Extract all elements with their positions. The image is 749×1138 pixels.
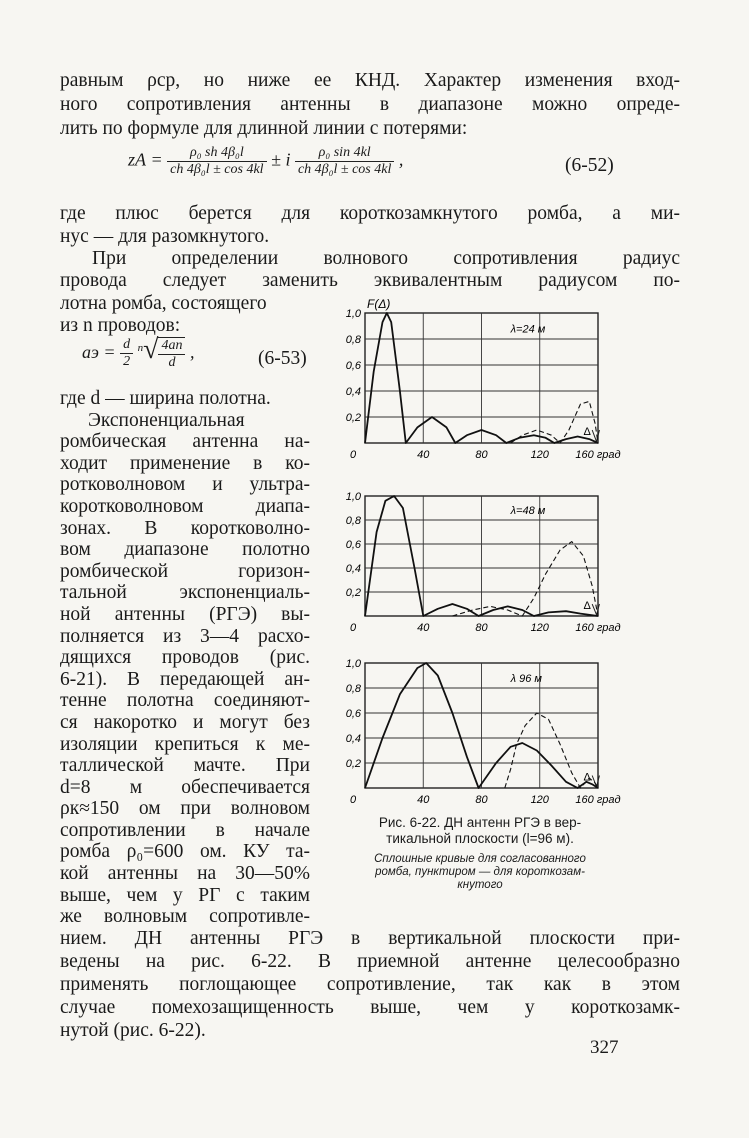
column-line: зонах. В коротковолно-	[60, 517, 310, 539]
caption-line: Рис. 6-22. ДН антенн РГЭ в вер-	[378, 815, 582, 830]
column-line: коротковолновом диапа-	[60, 495, 310, 517]
formula-lhs: aэ =	[82, 342, 116, 362]
body-text-line: нутой (рис. 6-22).	[60, 1020, 206, 1041]
body-text-line: провода следует заменить эквивалентным радиусом по-	[60, 270, 680, 291]
x-tick-label: 120	[530, 622, 549, 634]
column-line: дящихся проводов (рис.	[60, 647, 310, 669]
y-tick-label: 0,4	[345, 733, 361, 745]
chart-panel-2	[330, 478, 630, 638]
formula-lhs: zА =	[128, 149, 163, 170]
column-line: ромба ρ₀=600 ом. КУ та-	[60, 841, 310, 863]
column-line: таллической мачте. При	[60, 755, 310, 777]
column-line: полняется из 3—4 расхо-	[60, 625, 310, 647]
y-tick-label: 0,4	[345, 563, 361, 575]
column-line: выше, чем у РГ с таким	[60, 884, 310, 906]
wavelength-label: λ=24 м	[510, 323, 546, 336]
x-tick-label: 40	[417, 449, 430, 461]
x-tick-label: 160 град	[575, 449, 621, 461]
formula-6-52	[128, 145, 568, 178]
formula-denominator: ch 4β₀l ± cos 4kl	[297, 162, 392, 177]
figure-caption	[335, 815, 625, 847]
column-line: же волновым сопротивле-	[60, 906, 310, 928]
y-axis-label: F(Δ)	[367, 297, 391, 311]
column-line: d=8 м обеспечивается	[60, 776, 310, 798]
root-index: n	[137, 342, 144, 354]
y-tick-label: 0,2	[345, 758, 361, 770]
column-line: ся накоротко и могут без	[60, 711, 310, 733]
x-tick-label: 40	[417, 622, 430, 634]
y-tick-label: 0,8	[345, 683, 361, 695]
caption-note-line: Сплошные кривые для согласованного	[374, 853, 586, 865]
y-tick-label: 0,6	[345, 708, 361, 720]
body-text-line: лотна ромба, состоящего	[60, 293, 267, 314]
y-tick-label: 1,0	[345, 308, 361, 320]
x-tick-label: 120	[530, 449, 549, 461]
formula-numerator: d	[120, 337, 133, 354]
column-line: где d — ширина полотна.	[60, 388, 271, 409]
delta-label: Δ	[583, 426, 591, 439]
x-tick-label: 120	[530, 794, 549, 806]
x-tick-label: 80	[475, 449, 488, 461]
column-line: изоляции крепиться к ме-	[60, 733, 310, 755]
formula-denominator: 2	[123, 354, 131, 370]
y-tick-label: 0,2	[345, 587, 361, 599]
formula-fraction	[120, 337, 133, 370]
body-text-line: ного сопротивления антенны в диапазоне можно опреде-	[60, 94, 680, 115]
chart-panel-1	[330, 295, 630, 465]
body-text-line: из n проводов:	[60, 315, 181, 336]
column-line: ромбическая антенна на-	[60, 431, 310, 453]
column-line: кой антенны на 30—50%	[60, 863, 310, 885]
x-tick-label: 160 град	[575, 794, 621, 806]
y-tick-label: 0,8	[345, 515, 361, 527]
formula-denominator: d	[168, 354, 176, 370]
formula-tail: ,	[189, 342, 195, 362]
radiation-pattern-chart	[330, 478, 630, 638]
formula-denominator: ch 4β₀l ± cos 4kl	[170, 162, 264, 177]
column-line: 6-21). В передающей ан-	[60, 668, 310, 690]
y-tick-label: 0,4	[345, 386, 361, 398]
formula-mid: ± i	[271, 149, 291, 170]
body-text-line: лить по формуле для длинной линии с потерями:	[60, 118, 468, 139]
formula-numerator: ρ₀ sh 4β₀l	[167, 145, 266, 162]
column-line: ромбической горизон-	[60, 560, 310, 582]
x-tick-label: 0	[349, 622, 357, 634]
x-tick-label: 160 град	[575, 622, 621, 634]
wavelength-label: λ=48 м	[510, 505, 546, 517]
column-line: тальной экспоненциаль-	[60, 582, 310, 604]
formula-6-53	[82, 334, 262, 371]
formula-fraction	[167, 145, 266, 178]
x-tick-label: 0	[349, 794, 357, 806]
body-text-line: где плюс берется для короткозамкнутого ромба, а ми-	[60, 203, 680, 224]
radiation-pattern-chart	[330, 645, 630, 810]
body-text-line: нус — для разомкнутого.	[60, 226, 270, 247]
body-text-line: При определении волнового сопротивления радиус	[92, 248, 680, 269]
x-tick-label: 0	[349, 449, 357, 461]
y-tick-label: 0,2	[345, 412, 361, 424]
body-text-line: применять поглощающее сопротивление, так как в этом	[60, 974, 680, 995]
x-tick-label: 40	[417, 794, 430, 806]
column-line: вом диапазоне полотно	[60, 539, 310, 561]
wavelength-label: λ 96 м	[510, 672, 542, 685]
delta-label: Δ	[583, 599, 591, 612]
body-text-line: ведены на рис. 6-22. В приемной антенне целесообразно	[60, 951, 680, 972]
root-sign: √	[143, 334, 159, 365]
y-tick-label: 1,0	[345, 491, 361, 503]
y-tick-label: 0,6	[345, 539, 361, 551]
formula-fraction	[158, 337, 185, 371]
equation-number: (6-52)	[565, 155, 614, 176]
body-text-line: нием. ДН антенны РГЭ в вертикальной плоскости при-	[60, 928, 680, 949]
caption-line: тикальной плоскости (l=96 м).	[386, 831, 574, 846]
equation-number: (6-53)	[258, 348, 307, 369]
body-text-line: случае помехозащищенность выше, чем у короткозамк-	[60, 997, 680, 1018]
delta-label: Δ	[583, 771, 591, 784]
column-line: тенне полотна соединяют-	[60, 690, 310, 712]
formula-tail: ,	[398, 149, 404, 170]
y-tick-label: 1,0	[345, 658, 361, 670]
page-number: 327	[590, 1037, 619, 1058]
column-line: ной антенны (РГЭ) вы-	[60, 603, 310, 625]
body-text-line: равным ρср, но ниже ее КНД. Характер изменения вход-	[60, 70, 680, 91]
column-line: сопротивлении в начале	[60, 819, 310, 841]
caption-note-line: ромба, пунктиром — для короткозам-	[375, 866, 585, 878]
formula-fraction	[295, 145, 394, 178]
x-tick-label: 80	[475, 622, 488, 634]
chart-panel-3	[330, 645, 630, 810]
column-line: ротковолновом и ультра-	[60, 474, 310, 496]
radiation-pattern-chart	[330, 295, 630, 465]
formula-numerator: ρ₀ sin 4kl	[295, 145, 394, 162]
figure-caption-note	[335, 853, 625, 892]
left-column-text	[60, 388, 310, 928]
caption-note-line: кнутого	[457, 879, 503, 891]
x-tick-label: 80	[475, 794, 488, 806]
formula-numerator: 4an	[158, 338, 185, 355]
y-tick-label: 0,6	[345, 360, 361, 372]
y-tick-label: 0,8	[345, 334, 361, 346]
column-line: ходит применение в ко-	[60, 452, 310, 474]
series-line-dashed	[452, 542, 598, 616]
column-line: Экспоненциальная	[88, 409, 245, 431]
column-line: ρк≈150 ом при волновом	[60, 798, 310, 820]
